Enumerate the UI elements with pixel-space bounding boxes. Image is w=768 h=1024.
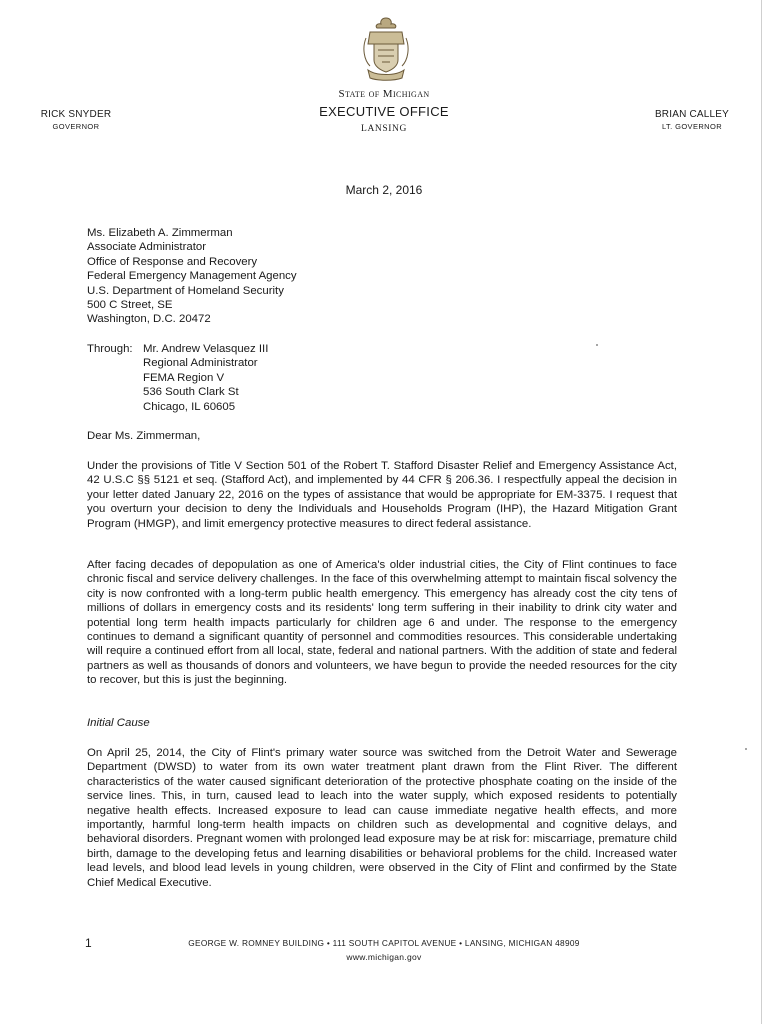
michigan-state-seal-icon [360, 14, 412, 82]
through-lines [143, 342, 268, 414]
through-line: Mr. Andrew Velasquez III [143, 343, 269, 355]
through-address [87, 342, 677, 413]
paragraph-appeal: Under the provisions of Title V Section 501 of the Robert T. Stafford Disaster Relief and Emergency Assistance Act, 42 U.S.C §§ 5121 et seq. (Stafford Act), and implemented by 44 CFR § 206.36. I respectfully appeal the decision in your letter dated January 22, 2016 on the types of assistance that would be appropriate for EM-3375. I request that you overturn your decision to deny the Individuals and Households Program (IHP), the Hazard Mitigation Grant Program (HMGP), and limit emergency protective measures to direct federal assistance. [87, 460, 677, 530]
scan-speck [596, 344, 598, 346]
scan-speck [745, 748, 747, 750]
office-name: EXECUTIVE OFFICE [319, 104, 449, 119]
through-line: Regional Administrator [143, 357, 258, 370]
paragraph-background: After facing decades of depopulation as one of America's older industrial cities, the City of Flint continues to face chronic fiscal and service delivery challenges. In the face of this overwhelming attempt to maintain fiscal solvency the city is now confronted with a long-term public health emergency. This emergency has already cost the city tens of millions of dollars in emergency costs and its residents' long term suffering in their inability to drink city water and potential long term health impacts particularly for children age 6 and under. The response to the emergency continues to demand a significant quantity of personnel and commodities resources. This considerable undertaking will require a continued effort from all local, state, federal and national partners. With the addition of state and federal partners as well as thousands of donors and volunteers, we have begun to provide the needed resources for the city to recover, but this is just the beginning. [87, 559, 677, 687]
recipient-line: Washington, D.C. 20472 [87, 313, 211, 326]
state-name: State of Michigan [338, 88, 430, 100]
section-heading: Initial Cause [87, 717, 150, 729]
lt-governor-block [642, 109, 742, 131]
page-edge [761, 0, 762, 1024]
lt-governor-name: BRIAN CALLEY [654, 109, 730, 120]
lt-governor-title: LT. GOVERNOR [661, 122, 723, 131]
recipient-line: Office of Response and Recovery [87, 255, 258, 268]
through-line: FEMA Region V [143, 371, 225, 384]
page-number: 1 [85, 936, 92, 950]
through-label: Through: [87, 343, 133, 355]
salutation: Dear Ms. Zimmerman, [87, 430, 201, 442]
recipient-address [87, 226, 677, 327]
footer-address: GEORGE W. ROMNEY BUILDING • 111 SOUTH CAPITOL AVENUE • LANSING, MICHIGAN 48909 [188, 938, 580, 948]
governor-title: GOVERNOR [52, 122, 100, 131]
recipient-line: Associate Administrator [87, 241, 207, 254]
governor-name: RICK SNYDER [40, 109, 112, 120]
governor-block [30, 109, 122, 131]
paragraph-initial-cause: On April 25, 2014, the City of Flint's primary water source was switched from the Detroit Water and Sewerage Department (DWSD) to water from its own water treatment plant drawn from the Flint River. The different characteristics of the water caused significant deterioration of the protective phosphate coating on the inside of the service lines. This, in turn, caused lead to leach into the water supply, which exposed residents to potentially negative health effects. Increased exposure to lead can cause immediate negative health effects, and more importantly, harmful long-term health impacts on children such as developmental and cognitive delays, and behavioral disorders. Pregnant women with prolonged lead exposure may be at risk for: miscarriage, premature child birth, damage to the developing fetus and learning disabilities or behavioral problems for the child. Increased water lead levels, and blood lead levels in young children, were observed in the City of Flint and confirmed by the State Chief Medical Executive. [87, 747, 677, 889]
letter-date: March 2, 2016 [345, 183, 423, 197]
through-line: Chicago, IL 60605 [143, 400, 236, 413]
through-line: 536 South Clark St [143, 386, 239, 399]
footer [0, 938, 768, 962]
recipient-line: Federal Emergency Management Agency [87, 270, 297, 283]
recipient-line: Ms. Elizabeth A. Zimmerman [87, 227, 233, 239]
recipient-line: 500 C Street, SE [87, 299, 173, 312]
footer-website: www.michigan.gov [346, 952, 422, 962]
recipient-line: U.S. Department of Homeland Security [87, 284, 284, 297]
city-name: LANSING [361, 124, 407, 134]
